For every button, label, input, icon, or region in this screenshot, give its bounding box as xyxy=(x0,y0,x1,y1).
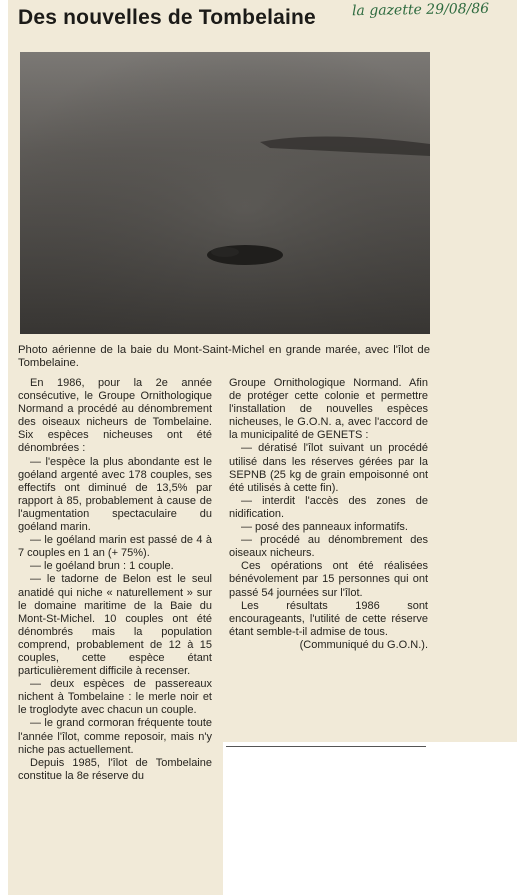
article-column-right xyxy=(229,377,428,652)
paragraph: — interdit l'accès des zones de nidification. xyxy=(229,494,428,520)
article-credit: (Communiqué du G.O.N.). xyxy=(299,638,428,651)
paragraph: — procédé au dénombrement des oiseaux nicheurs. xyxy=(229,534,428,560)
page-background xyxy=(223,742,517,895)
paragraph: — posé des panneaux informatifs. xyxy=(241,521,408,534)
paragraph: — le goéland marin est passé de 4 à 7 couples en 1 an (+ 75%). xyxy=(18,534,212,560)
aerial-photo xyxy=(20,52,430,334)
paragraph: Depuis 1985, l'îlot de Tombelaine constitue la 8e réserve du xyxy=(18,756,212,782)
paragraph: — le grand cormoran fréquente toute l'année l'îlot, comme reposoir, mais n'y niche pas actuellement. xyxy=(18,717,212,756)
paragraph: — l'espèce la plus abondante est le goéland argenté avec 178 couples, ses effectifs ont diminué de 13,5% par rapport à 85, probablement à cause de l'augmentation spectaculaire du goéland marin. xyxy=(18,455,212,534)
article-headline: Des nouvelles de Tombelaine xyxy=(18,6,316,29)
paragraph: Les résultats 1986 sont encourageants, l'utilité de cette réserve étant semble-t-il admise de tous. xyxy=(229,599,428,638)
photo-caption: Photo aérienne de la baie du Mont-Saint-Michel en grande marée, avec l'îlot de Tombelaine. xyxy=(18,344,430,369)
handwritten-source-date: la gazette 29/08/86 xyxy=(351,0,490,20)
column-end-rule xyxy=(226,746,426,747)
paragraph: — le goéland brun : 1 couple. xyxy=(30,560,174,573)
paragraph: — deux espèces de passereaux nichent à Tombelaine : le merle noir et le troglodyte avec chacun un couple. xyxy=(18,678,212,717)
paragraph: Ces opérations ont été réalisées bénévolement par 15 personnes qui ont passé 54 journées sur l'îlot. xyxy=(229,560,428,599)
paragraph: — dératisé l'îlot suivant un procédé utilisé dans les réserves gérées par la SEPNB (25 kg de grain empoisonné ont été utilisés à cette fin). xyxy=(229,442,428,494)
paragraph: — le tadorne de Belon est le seul anatidé qui niche « naturellement » sur le domaine maritime de la Baie du Mont-St-Michel. 10 couples ont été dénombrés mais la population comprend, probablement de 12 à 15 couples, cette espèce étant particulièrement difficile à recenser. xyxy=(18,573,212,678)
article-column-left xyxy=(18,377,212,783)
paragraph: Groupe Ornithologique Normand. Afin de protéger cette colonie et permettre l'installation de nouvelles espèces nicheuses, le G.O.N. a, avec l'accord de la municipalité de GENETS : xyxy=(229,377,428,442)
paragraph: En 1986, pour la 2e année consécutive, le Groupe Ornithologique Normand a procédé au dénombrement des oiseaux nicheurs de Tombelaine. Six espèces nicheuses ont été dénombrées : xyxy=(18,377,212,455)
